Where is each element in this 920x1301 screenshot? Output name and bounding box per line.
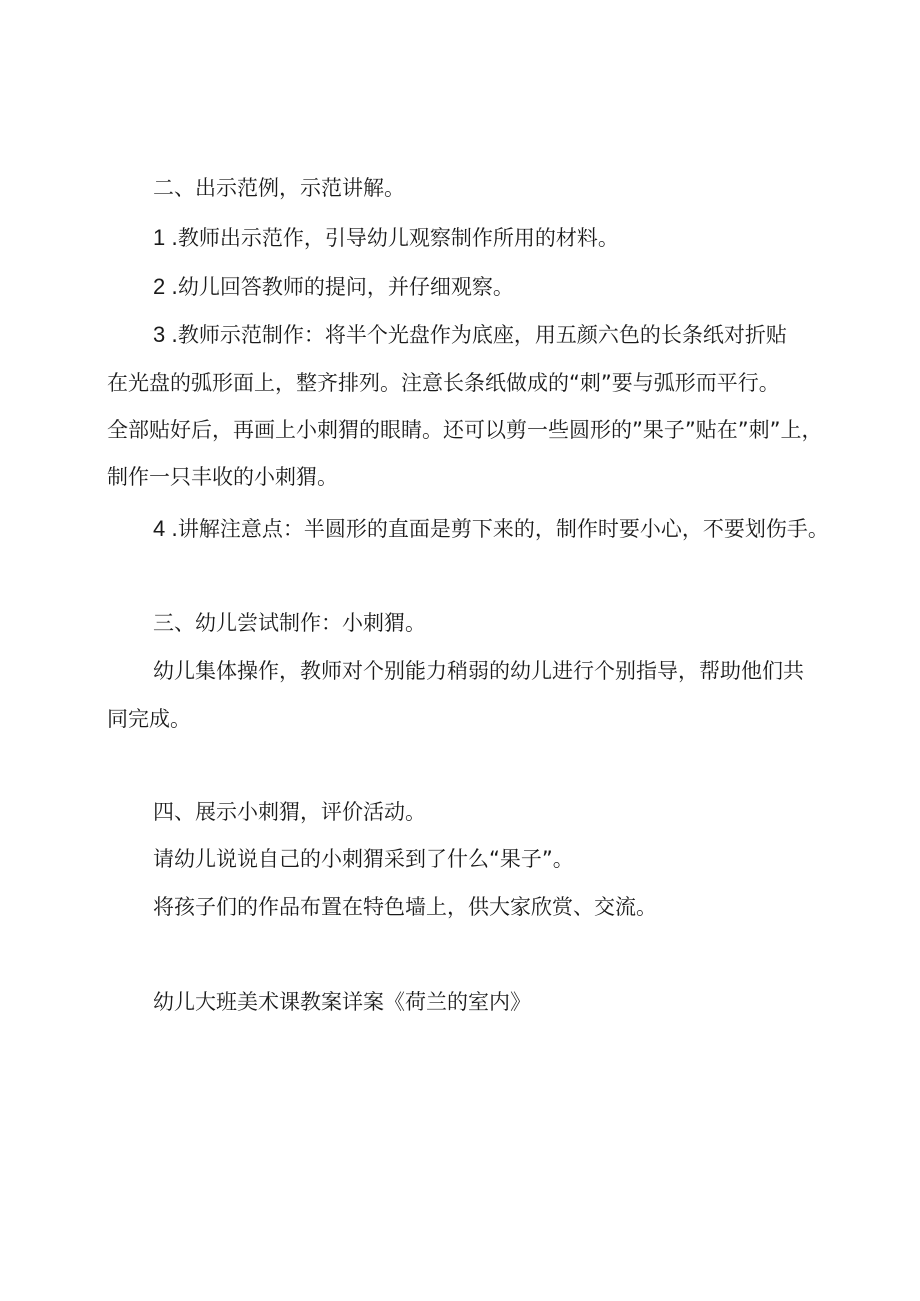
section-4-line-2: 将孩子们的作品布置在特色墙上，供大家欣赏、交流。 — [153, 895, 657, 919]
step-4-number: 4 — [153, 516, 166, 541]
step-1 — [153, 224, 619, 252]
step-2 — [153, 273, 514, 301]
step-2-number: 2 — [153, 274, 166, 299]
step-1-number: 1 — [153, 225, 166, 250]
step-3-continuation-1: 在光盘的弧形面上，整齐排列。注意长条纸做成的“刺”要与弧形而平行。 — [107, 371, 780, 395]
section-2-heading: 二、出示范例，示范讲解。 — [153, 176, 405, 200]
step-1-text: .教师出示范作，引导幼儿观察制作所用的材料。 — [171, 226, 619, 250]
step-4 — [153, 515, 829, 543]
step-2-text: .幼儿回答教师的提问，并仔细观察。 — [171, 275, 514, 299]
step-3-continuation-3: 制作一只丰收的小刺猬。 — [107, 465, 338, 489]
step-3-text: .教师示范制作：将半个光盘作为底座，用五颜六色的长条纸对折贴 — [171, 323, 787, 347]
step-3 — [153, 321, 787, 349]
step-3-number: 3 — [153, 322, 166, 347]
section-3-heading: 三、幼儿尝试制作：小刺猬。 — [153, 611, 426, 635]
next-lesson-title: 幼儿大班美术课教案详案《荷兰的室内》 — [153, 990, 531, 1014]
section-3-paragraph-line-2: 同完成。 — [107, 707, 191, 731]
step-3-continuation-2: 全部贴好后，再画上小刺猬的眼睛。还可以剪一些圆形的”果子”贴在”刺”上， — [107, 418, 823, 442]
step-4-text: .讲解注意点：半圆形的直面是剪下来的，制作时要小心，不要划伤手。 — [171, 517, 829, 541]
section-4-line-1: 请幼儿说说自己的小刺猬采到了什么“果子”。 — [153, 847, 574, 871]
section-3-paragraph-line-1: 幼儿集体操作，教师对个别能力稍弱的幼儿进行个别指导，帮助他们共 — [153, 659, 804, 683]
section-4-heading: 四、展示小刺猬，评价活动。 — [153, 800, 426, 824]
